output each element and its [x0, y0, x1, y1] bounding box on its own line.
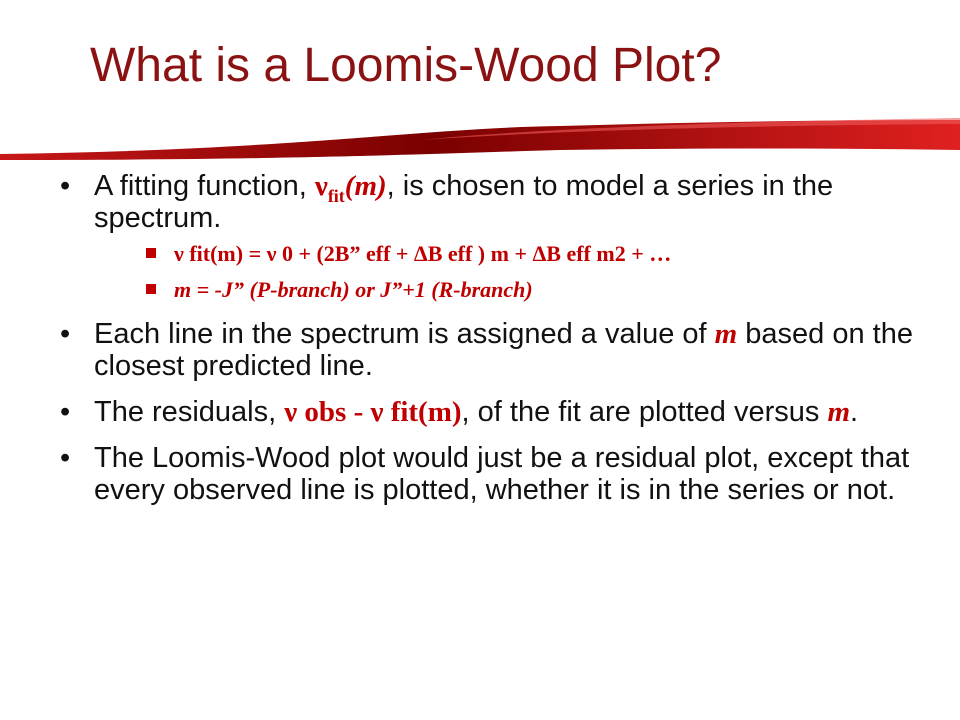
residual-expression: ν obs - ν fit(m) [284, 396, 462, 428]
bullet-text-pre: A fitting function, [94, 170, 315, 202]
nu-subscript-fit: fit [327, 185, 345, 206]
bullet-text-post: , of the fit are plotted versus [461, 396, 828, 428]
bullet-marker: • [60, 442, 71, 474]
decorative-swoosh [0, 110, 960, 160]
bullet-text-pre: Each line in the spectrum is assigned a value of [94, 318, 715, 350]
bullet-text-pre: The residuals, [94, 396, 285, 428]
bullet-fitting-function [60, 170, 920, 304]
m-symbol: m [714, 318, 738, 350]
sub-bullet-equation [94, 240, 920, 268]
slide-content [60, 170, 920, 520]
bullet-text-end: . [850, 396, 859, 428]
bullet-text-post: based on the closest predicted line. [94, 318, 913, 382]
bullet-residuals [60, 396, 920, 428]
bullet-text-post: , is chosen to model a series in the spectrum. [94, 170, 834, 234]
bullet-marker: • [60, 170, 71, 202]
bullet-assign-m [60, 318, 920, 382]
m-expression: (m) [344, 170, 387, 202]
equation-text: ν fit(m) = ν 0 + (2B” eff + ΔB eff ) m + ΔB eff m2 + … [174, 241, 672, 266]
square-bullet-marker [146, 284, 156, 294]
slide-title: What is a Loomis-Wood Plot? [90, 39, 722, 92]
sub-bullet-m-definition [94, 276, 920, 304]
square-bullet-marker [146, 248, 156, 258]
bullet-text: The Loomis-Wood plot would just be a residual plot, except that every observed line is plotted, whether it is in the series or not. [94, 442, 910, 506]
bullet-marker: • [60, 396, 71, 428]
bullet-loomis-wood-description [60, 442, 920, 506]
nu-symbol: ν [314, 170, 328, 202]
m-definition-text: m = -J” (P-branch) or J”+1 (R-branch) [174, 277, 533, 302]
m-symbol: m [827, 396, 851, 428]
bullet-marker: • [60, 318, 71, 350]
